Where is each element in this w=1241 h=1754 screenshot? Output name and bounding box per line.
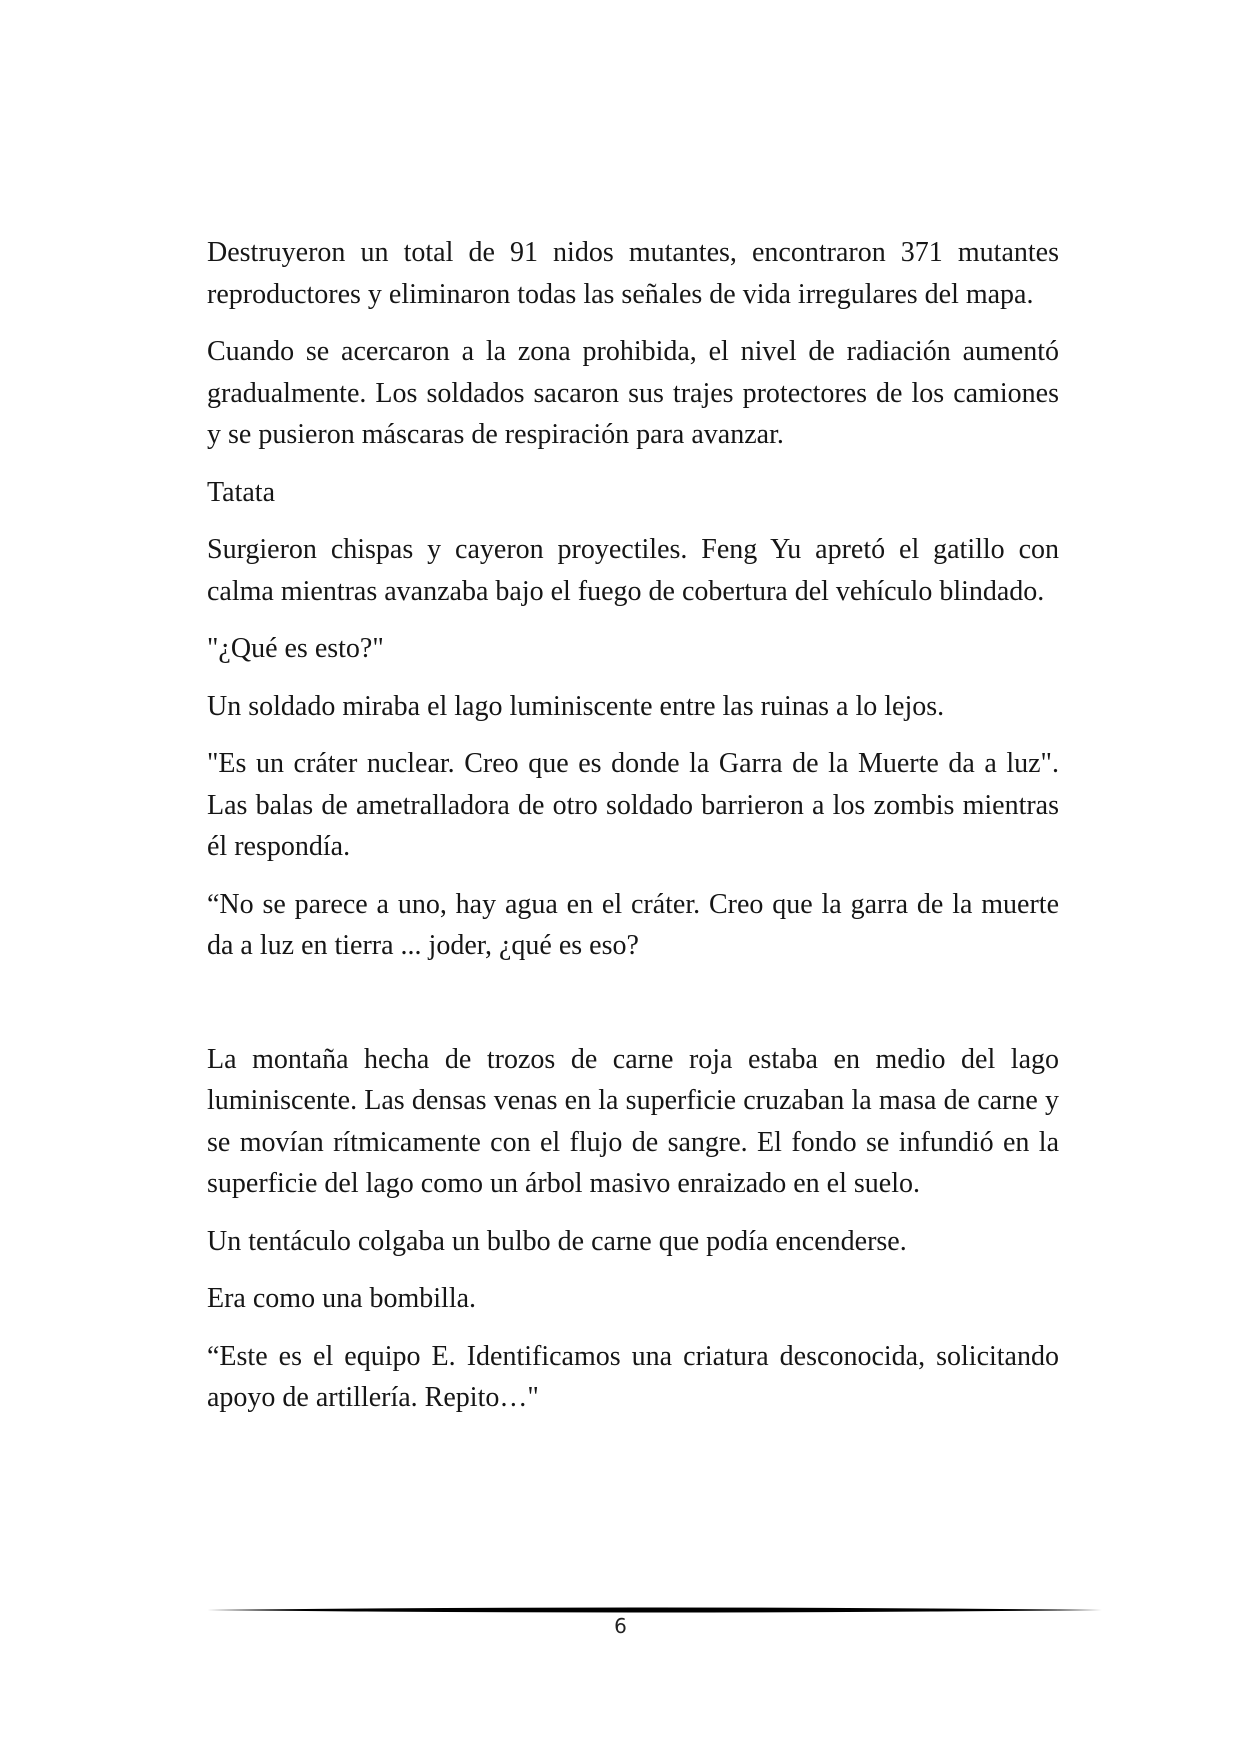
paragraph: Surgieron chispas y cayeron proyectiles. Feng Yu apretó el gatillo con calma mientras avanzaba bajo el fuego de cobertura del vehículo blindado. <box>207 534 1059 607</box>
paragraph: Tatata <box>207 476 275 508</box>
paragraph: "¿Qué es esto?" <box>207 633 384 664</box>
paragraph: Cuando se acercaron a la zona prohibida, el nivel de radiación aumentó gradualmente. Los soldados sacaron sus trajes protectores de los camiones y se pusieron máscaras de respiración para avanzar. <box>207 336 1059 450</box>
paragraph: “No se parece a uno, hay agua en el cráter. Creo que la garra de la muerte da a luz en tierra ... joder, ¿qué es eso? <box>207 888 1059 961</box>
body-text <box>207 232 1059 1435</box>
paragraph: “Este es el equipo E. Identificamos una criatura desconocida, solicitando apoyo de artillería. Repito…" <box>207 1340 1059 1413</box>
paragraph: La montaña hecha de trozos de carne roja estaba en medio del lago luminiscente. Las densas venas en la superficie cruzaban la masa de carne y se movían rítmicamente con el flujo de sangre. El fondo se infundió en la superficie del lago como un árbol masivo enraizado en el suelo. <box>207 1043 1059 1199</box>
paragraph: "Es un cráter nuclear. Creo que es donde la Garra de la Muerte da a luz". Las balas de ametralladora de otro soldado barrieron a los zombis mientras él respondía. <box>207 748 1059 862</box>
paragraph: Era como una bombilla. <box>207 1283 477 1314</box>
paragraph: Un soldado miraba el lago luminiscente entre las ruinas a lo lejos. <box>207 690 945 722</box>
paragraph: Un tentáculo colgaba un bulbo de carne que podía encenderse. <box>207 1225 907 1257</box>
paragraph: Destruyeron un total de 91 nidos mutantes, encontraron 371 mutantes reproductores y eliminaron todas las señales de vida irregulares del mapa. <box>207 237 1059 310</box>
page-number: 6 <box>614 1614 627 1638</box>
footer-rule-shape <box>207 1608 1102 1613</box>
